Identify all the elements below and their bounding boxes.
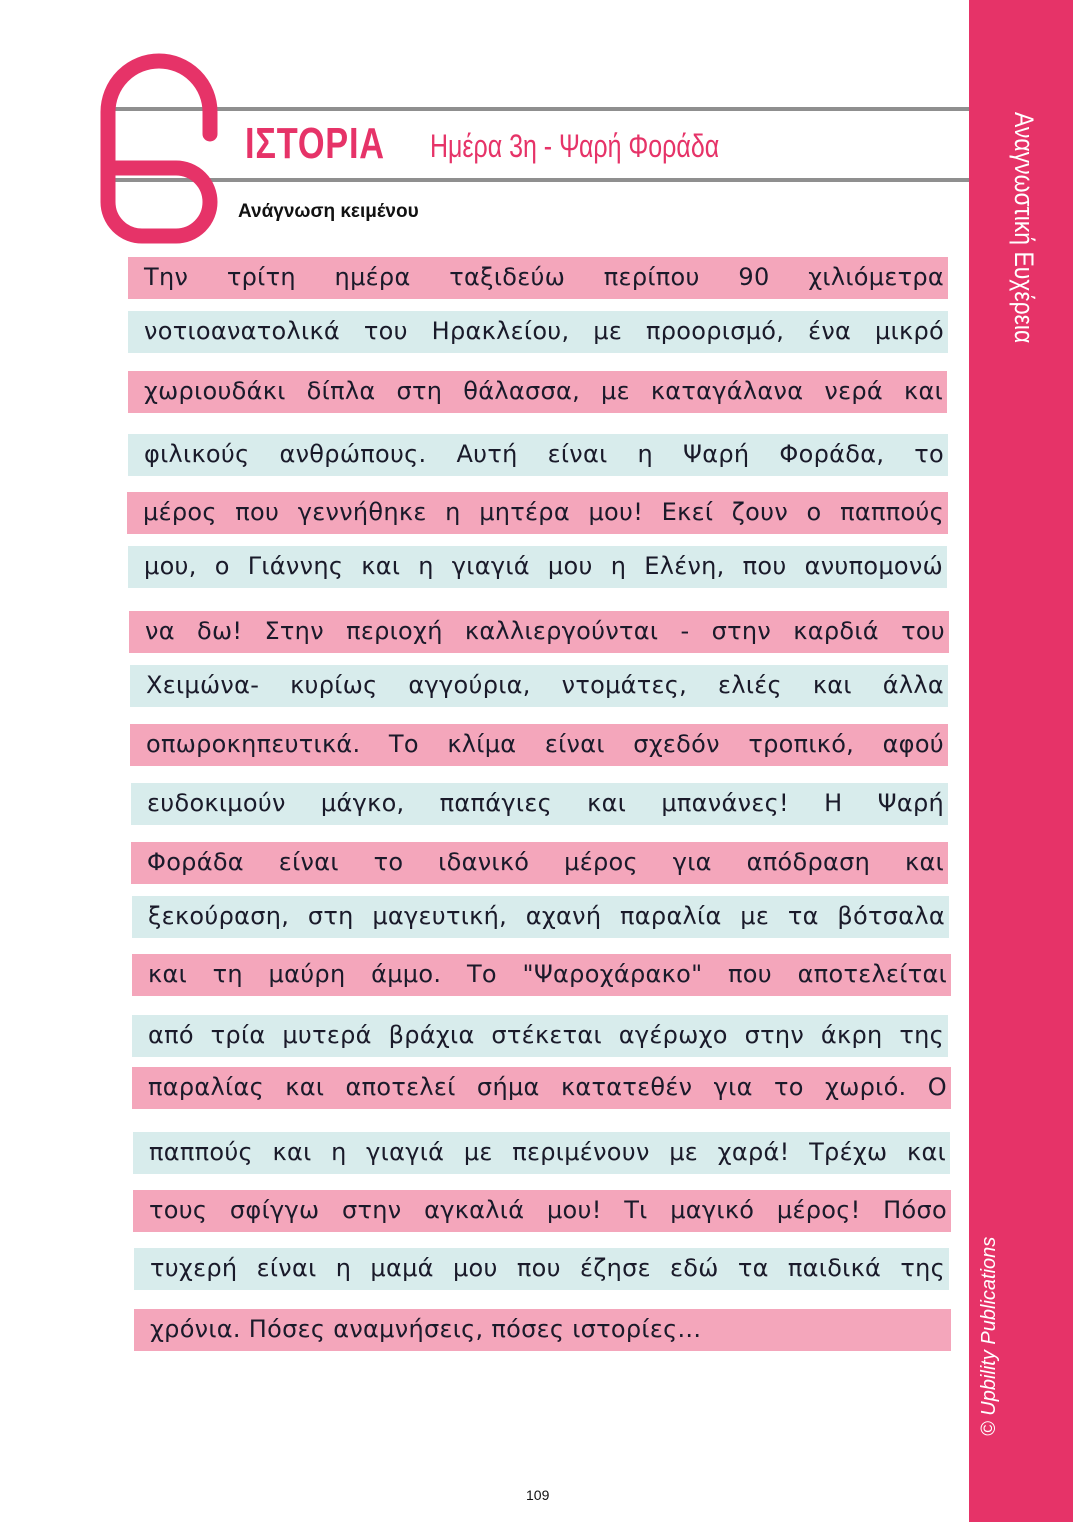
sidebar-title-container bbox=[969, 110, 1073, 390]
text-line: μέρος που γεννήθηκε η μητέρα μου! Εκεί ζουν ο παππούς bbox=[127, 492, 948, 534]
text-line: νοτιοανατολικά του Ηρακλείου, με προορισμό, ένα μικρό bbox=[128, 311, 948, 353]
page-number: 109 bbox=[526, 1487, 550, 1503]
text-line: παππούς και η γιαγιά με περιμένουν με χαρά! Τρέχω και bbox=[133, 1132, 950, 1174]
text-line: από τρία μυτερά βράχια στέκεται αγέρωχο στην άκρη της bbox=[132, 1015, 948, 1057]
header-rule-top bbox=[112, 107, 969, 111]
text-line: ευδοκιμούν μάγκο, παπάγιες και μπανάνες! Η Ψαρή bbox=[131, 783, 948, 825]
text-line: να δω! Στην περιοχή καλλιεργούνται - στην καρδιά του bbox=[129, 611, 949, 653]
sidebar-title: Αναγνωστική Ευχέρεια bbox=[1009, 112, 1039, 344]
text-line: χωριουδάκι δίπλα στη θάλασσα, με καταγάλανα νερά και bbox=[128, 371, 947, 413]
subtitle: Ανάγνωση κειμένου bbox=[238, 201, 419, 222]
day-title: Ημέρα 3η - Ψαρή Φοράδα bbox=[430, 128, 720, 164]
text-line: χρόνια. Πόσες αναμνήσεις, πόσες ιστορίες... bbox=[134, 1309, 951, 1351]
copyright-notice: © Upbility Publications bbox=[978, 1236, 1000, 1436]
text-line: Την τρίτη ημέρα ταξιδεύω περίπου 90 χιλιόμετρα bbox=[128, 257, 948, 299]
text-line: Χειμώνα- κυρίως αγγούρια, ντομάτες, ελιές και άλλα bbox=[130, 665, 948, 707]
text-line: τους σφίγγω στην αγκαλιά μου! Τι μαγικό μέρος! Πόσο bbox=[133, 1190, 951, 1232]
text-line: Φοράδα είναι το ιδανικό μέρος για απόδραση και bbox=[131, 842, 948, 884]
text-line: μου, ο Γιάννης και η γιαγιά μου η Ελένη, που ανυπομονώ bbox=[128, 546, 947, 588]
text-line: φιλικούς ανθρώπους. Αυτή είναι η Ψαρή Φοράδα, το bbox=[128, 434, 948, 476]
text-line: και τη μαύρη άμμο. Το "Ψαροχάρακο" που αποτελείται bbox=[132, 954, 951, 996]
section-title: ΙΣΤΟΡΙΑ bbox=[245, 119, 385, 168]
text-line: ξεκούραση, στη μαγευτική, αχανή παραλία με τα βότσαλα bbox=[132, 896, 949, 938]
text-line: οπωροκηπευτικά. Το κλίμα είναι σχεδόν τροπικό, αφού bbox=[130, 724, 948, 766]
text-line: παραλίας και αποτελεί σήμα κατατεθέν για το χωριό. Ο bbox=[132, 1067, 951, 1109]
header-rule-bottom bbox=[112, 178, 969, 182]
text-line: τυχερή είναι η μαμά μου που έζησε εδώ τα παιδικά της bbox=[134, 1248, 949, 1290]
six-letter-icon bbox=[90, 52, 230, 247]
